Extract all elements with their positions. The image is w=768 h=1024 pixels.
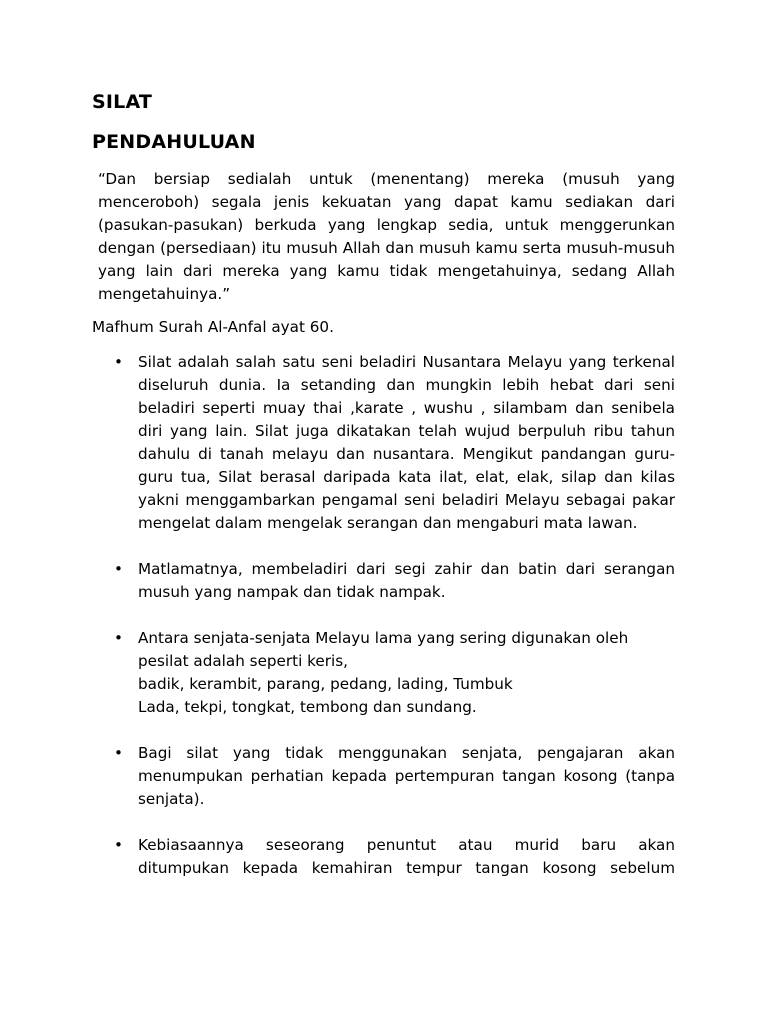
list-item-line: Kebiasaannya seseorang penuntut atau murid baru akan	[138, 836, 675, 854]
list-item	[92, 351, 675, 535]
bullet-icon: •	[114, 836, 123, 854]
list-item-text: Matlamatnya, membeladiri dari segi zahir dan batin dari serangan musuh yang nampak dan tidak nampak.	[138, 560, 675, 601]
list-item-line: ditumpukan kepada kemahiran tempur tangan kosong sebelum	[138, 859, 675, 877]
list-item	[92, 742, 675, 811]
list-item	[92, 558, 675, 604]
list-item-line: Antara senjata-senjata Melayu lama yang sering digunakan oleh	[138, 629, 629, 647]
quote-source: Mafhum Surah Al-Anfal ayat 60.	[92, 318, 334, 336]
list-item-line: badik, kerambit, parang, pedang, lading, Tumbuk	[138, 675, 513, 693]
list-item-text: Bagi silat yang tidak menggunakan senjata, pengajaran akan menumpukan perhatian kepada pertempuran tangan kosong (tanpa senjata).	[138, 744, 675, 808]
quran-quote: “Dan bersiap sedialah untuk (menentang) mereka (musuh yang menceroboh) segala jenis kekuatan yang dapat kamu sediakan dari (pasukan-pasukan) berkuda yang lengkap sedia, untuk menggerunkan dengan (persediaan) itu musuh Allah dan musuh kamu serta musuh-musuh yang lain dari mereka yang kamu tidak mengetahuinya, sedang Allah mengetahuinya.”	[98, 170, 675, 303]
list-item-line: Lada, tekpi, tongkat, tembong dan sundang.	[138, 698, 477, 716]
bullet-icon: •	[114, 353, 123, 371]
document-title: SILAT	[92, 91, 153, 113]
bullet-icon: •	[114, 560, 123, 578]
list-item-text: Silat adalah salah satu seni beladiri Nusantara Melayu yang terkenal diseluruh dunia. Ia setanding dan mungkin lebih hebat dari seni beladiri seperti muay thai ,karate , wushu , silambam dan senibela diri yang lain. Silat juga dikatakan telah wujud berpuluh ribu tahun dahulu di tanah melayu dan nusantara. Mengikut pandangan guru-guru tua, Silat berasal daripada kata ilat, elat, elak, silap dan kilas yakni menggambarkan pengamal seni beladiri Melayu sebagai pakar mengelat dalam mengelak serangan dan mengaburi mata lawan.	[138, 353, 675, 532]
document-page	[92, 90, 675, 880]
bullet-list	[92, 351, 675, 880]
bullet-icon: •	[114, 744, 123, 762]
section-heading: PENDAHULUAN	[92, 131, 256, 153]
list-item	[92, 834, 675, 880]
list-item	[92, 627, 675, 719]
bullet-icon: •	[114, 629, 123, 647]
list-item-line: pesilat adalah seperti keris,	[138, 652, 348, 670]
